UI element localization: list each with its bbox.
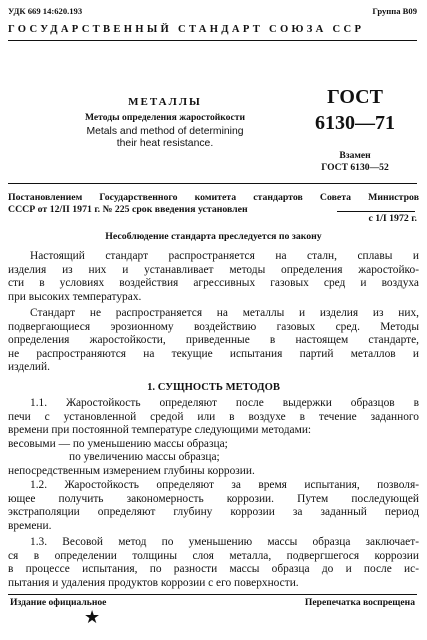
effective-date: с 1/I 1972 г.	[368, 213, 417, 224]
paragraph-1-1	[8, 397, 419, 479]
legal-warning: Несоблюдение стандарта преследуется по закону	[105, 231, 322, 242]
text-line: по увеличению массы образца;	[69, 451, 220, 464]
reprint-prohibited-note: Перепечатка воспрещена	[304, 597, 415, 608]
text-line: сти в условиях воздействия агрессивных газовых сред и воздуха	[8, 277, 419, 290]
text-line: изделий.	[8, 361, 50, 374]
text-line: определения жаростойкости, приведенные в настоящем стандарте,	[8, 334, 419, 347]
text-line: в процессе испытания, по разности массы образца до и после ис-	[8, 563, 419, 576]
date-underline	[337, 211, 415, 212]
text-line: подвергающиеся эрозионному воздействию газовых сред. Методы	[8, 320, 419, 333]
paragraph-scope	[8, 250, 419, 304]
group-code: Группа В09	[372, 6, 417, 16]
replaces-number: ГОСТ 6130—52	[321, 162, 389, 173]
text-line: непосредственным измерением глубины коррозии.	[8, 464, 255, 477]
text-line: 1.3. Весовой метод по уменьшению массы образца заключает-	[30, 536, 419, 548]
english-title-line-1: Metals and method of determining	[86, 126, 244, 137]
document-subtitle: Методы определения жаростойкости	[85, 112, 245, 123]
decree-line-2: СССР от 12/II 1971 г. № 225 срок введения установлен	[8, 204, 248, 215]
star-icon: ★	[84, 607, 101, 627]
text-line: времени.	[8, 519, 52, 532]
title-block-rule	[8, 183, 417, 184]
state-standard-heading: ГОСУДАРСТВЕННЫЙ СТАНДАРТ СОЮЗА ССР	[8, 24, 365, 35]
header-rule	[8, 40, 417, 41]
text-line: времени при постоянной температуре следующими методами:	[8, 424, 312, 437]
footer-rule	[8, 594, 417, 595]
text-line: Настоящий стандарт распространяется на сталн, сплавы и	[30, 250, 419, 262]
text-line: экстраполяции определяют глубину коррозии за заданный период	[8, 506, 419, 519]
paragraph-exclusions	[8, 307, 419, 375]
gost-label: ГОСТ	[327, 86, 383, 108]
decree-line-1: Постановлением Государственного комитета стандартов Совета Министров	[8, 192, 419, 203]
text-line: пытания и удаления продуктов коррозии с его поверхности.	[8, 576, 299, 589]
gost-number: 6130—71	[315, 112, 395, 134]
text-line: весовыми — по уменьшению массы образца;	[8, 437, 228, 450]
text-line: печи с установленной средой или в воздухе в течение заданного	[8, 410, 419, 423]
official-edition-note: Издание официальное	[10, 597, 107, 608]
text-line: изделия из них и устанавливает методы определения жаростойко-	[8, 263, 419, 276]
text-line: ющее получить закономерность коррозии. Путем последующей	[8, 492, 419, 505]
replaces-label: Взамен	[339, 150, 371, 161]
text-line: Стандарт не распространяется на металлы и изделия из них,	[30, 307, 419, 319]
text-line: при высоких температурах.	[8, 290, 142, 303]
paragraph-1-3	[8, 536, 419, 590]
section-1-heading: 1. СУЩНОСТЬ МЕТОДОВ	[147, 382, 280, 393]
paragraph-1-2	[8, 479, 419, 533]
text-line: ся в определении толщины слоя металла, подвергшегося коррозии	[8, 549, 419, 562]
udk-code: УДК 669 14:620.193	[8, 6, 83, 16]
text-line: 1.2. Жаростойкость определяют за время испытания, позволя-	[30, 479, 419, 491]
text-line: 1.1. Жаростойкость определяют после выдержки образцов в	[30, 397, 419, 409]
english-title-line-2: their heat resistance.	[116, 138, 214, 149]
text-line: не распространяются на текущие испытания партий металлов и	[8, 347, 419, 360]
document-title: МЕТАЛЛЫ	[128, 96, 202, 108]
